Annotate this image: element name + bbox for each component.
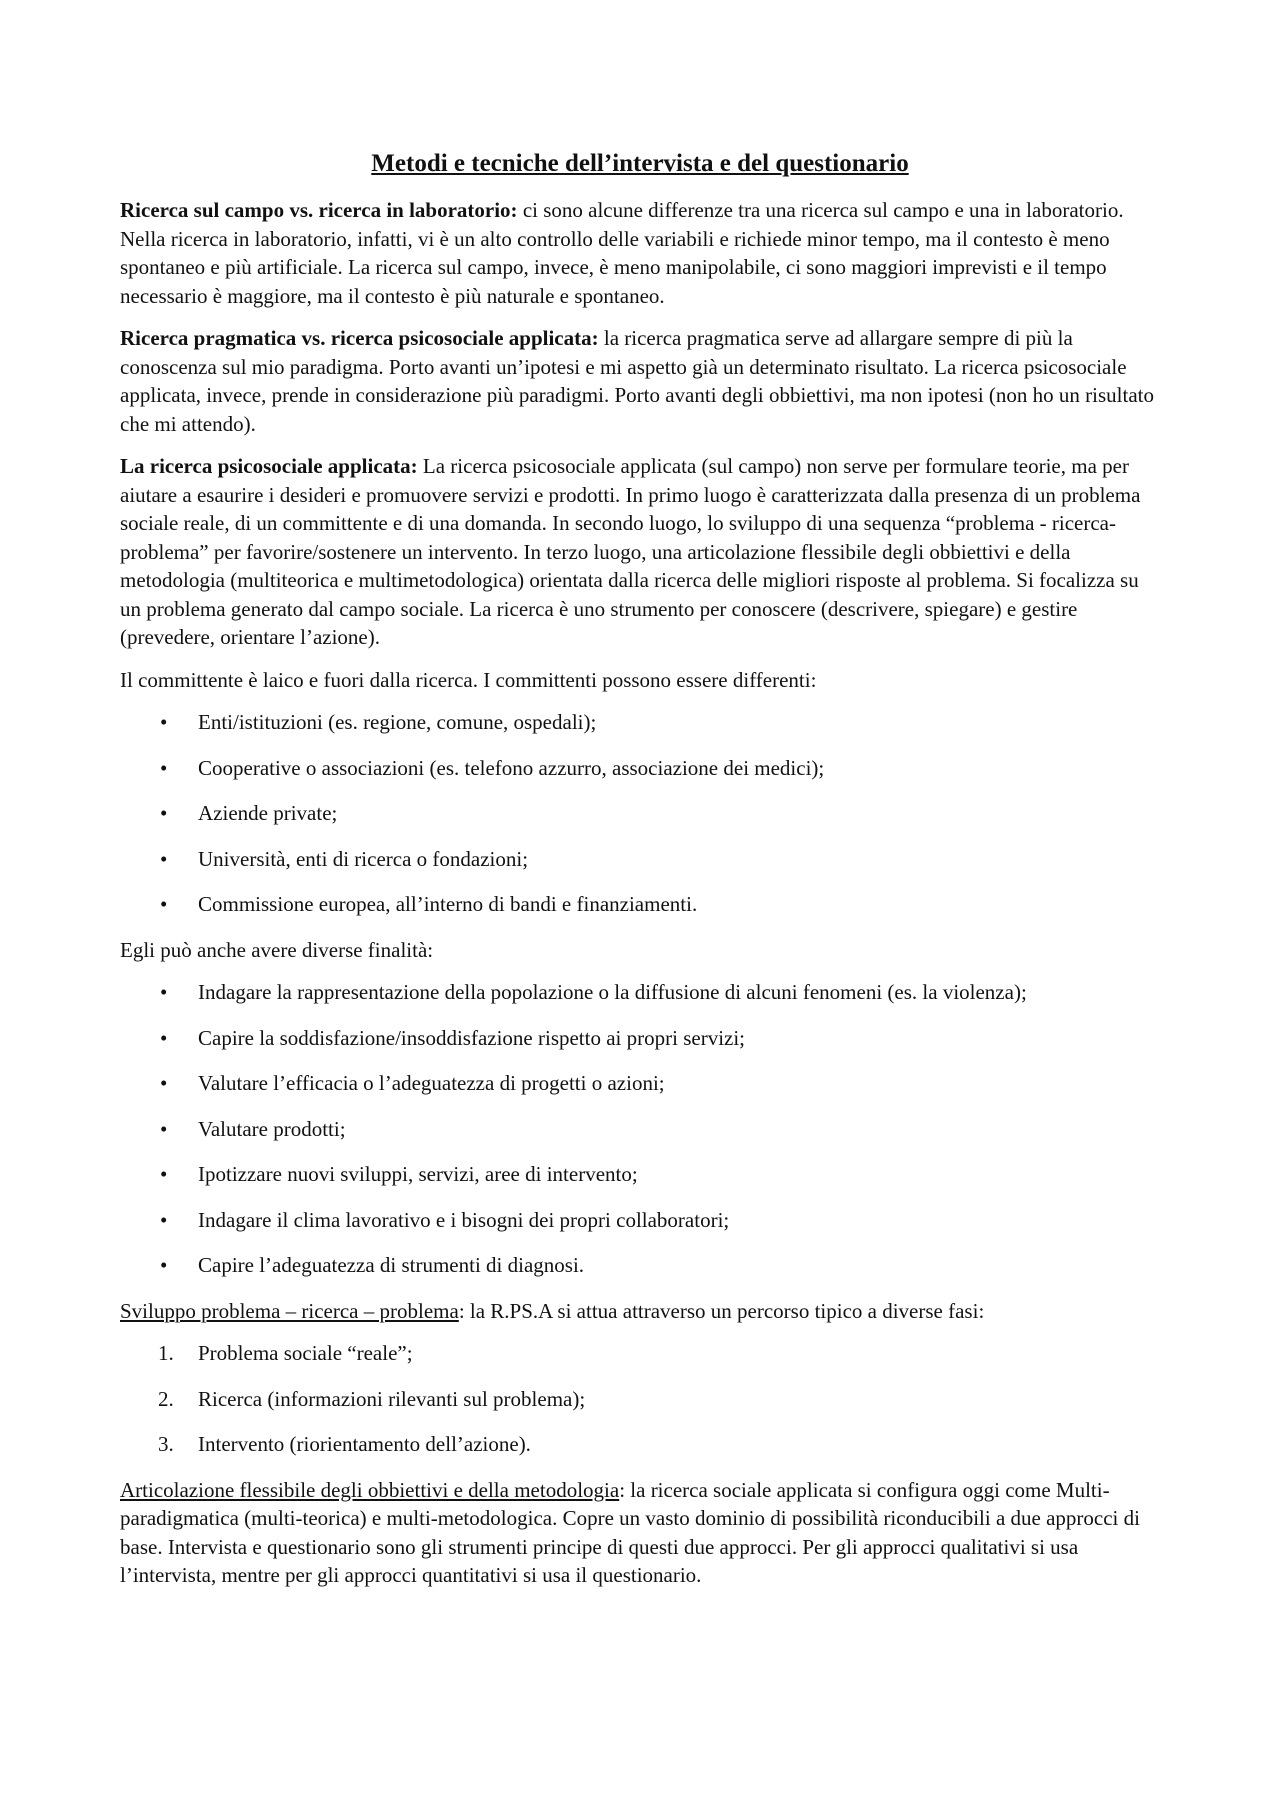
list-item: [120, 1160, 1160, 1189]
list-item: [120, 890, 1160, 919]
paragraph-committente: Il committente è laico e fuori dalla ricerca. I committenti possono essere differenti:: [120, 667, 817, 692]
paragraph-articolazione: [120, 1476, 1160, 1590]
paragraph-lead: La ricerca psicosociale applicata:: [120, 454, 418, 478]
paragraph-lead: Sviluppo problema – ricerca – problema: [120, 1298, 459, 1323]
paragraph-text: La ricerca psicosociale applicata (sul campo) non serve per formulare teorie, ma per aiutare a esaurire i desideri e promuovere servizi e prodotti. In primo luogo è caratterizzata dalla presenza di un problema sociale reale, di un committente e di una domanda. In secondo luogo, lo sviluppo di una sequenza “problema - ricerca-problema” per favorire/sostenere un intervento. In terzo luogo, una articolazione flessibile degli obbiettivi e della metodologia (multiteorica e multimetodologica) orientata dalla ricerca delle migliori risposte al problema. Si focalizza su un problema generato dal campo sociale. La ricerca è uno strumento per conoscere (descrivere, spiegare) e gestire (prevedere, orientare l’azione).: [120, 454, 1141, 649]
paragraph-lead: Ricerca sul campo vs. ricerca in laboratorio:: [120, 198, 518, 222]
bullet-marker: •: [160, 1116, 168, 1141]
list-item-text: Capire l’adeguatezza di strumenti di diagnosi.: [198, 1253, 585, 1277]
bullet-marker: •: [160, 980, 168, 1004]
bullet-marker: •: [160, 1025, 168, 1050]
list-item-text: Intervento (riorientamento dell’azione).: [198, 1432, 531, 1456]
list-item-text: Università, enti di ricerca o fondazioni;: [198, 846, 529, 871]
list-item: [120, 978, 1160, 1007]
list-item: [120, 1251, 1160, 1280]
paragraph-finalita: Egli può anche avere diverse finalità:: [120, 937, 434, 962]
paragraph-lead: Articolazione flessibile degli obbiettivi e della metodologia: [120, 1477, 620, 1502]
bullet-marker: •: [160, 892, 168, 916]
paragraph-applied-research: [120, 452, 1160, 652]
list-item-text: Capire la soddisfazione/insoddisfazione rispetto ai propri servizi;: [198, 1025, 746, 1050]
list-item: [120, 1339, 1160, 1368]
number-marker: 3.: [158, 1432, 174, 1456]
bullet-marker: •: [160, 1071, 168, 1095]
list-item: [120, 754, 1160, 783]
list-item-text: Ricerca (informazioni rilevanti sul problema);: [198, 1386, 586, 1411]
list-item: [120, 845, 1160, 874]
list-finalita: [120, 978, 1160, 1280]
list-item: [120, 1115, 1160, 1144]
list-fasi: [120, 1339, 1160, 1459]
list-item: [120, 1069, 1160, 1098]
list-item-text: Ipotizzare nuovi sviluppi, servizi, aree di intervento;: [198, 1162, 638, 1186]
list-item-text: Aziende private;: [198, 801, 338, 825]
bullet-marker: •: [160, 710, 168, 734]
list-item: [120, 1385, 1160, 1414]
bullet-marker: •: [160, 1253, 168, 1277]
list-item-text: Cooperative o associazioni (es. telefono azzurro, associazione dei medici);: [198, 755, 825, 780]
paragraph-text: la ricerca pragmatica serve ad allargare sempre di più la conoscenza sul mio paradigma. Porto avanti un’ipotesi e mi aspetto già un determinato risultato. La ricerca psicosociale applicata, invece, prende in considerazione più paradigmi. Porto avanti degli obbiettivi, ma non ipotesi (non ho un risultato che mi attendo).: [120, 326, 1154, 436]
bullet-marker: •: [160, 1162, 168, 1186]
paragraph-field-vs-lab: [120, 196, 1160, 310]
bullet-marker: •: [160, 755, 168, 780]
paragraph-text: ci sono alcune differenze tra una ricerca sul campo e una in laboratorio. Nella ricerca in laboratorio, infatti, vi è un alto controllo delle variabili e richiede minor tempo, ma il contesto è meno spontaneo e più artificiale. La ricerca sul campo, invece, è meno manipolabile, ci sono maggiori imprevisti e il tempo necessario è maggiore, ma il contesto è più naturale e spontaneo.: [120, 198, 1124, 308]
list-item-text: Commissione europea, all’interno di bandi e finanziamenti.: [198, 892, 698, 916]
list-item-text: Valutare l’efficacia o l’adeguatezza di progetti o azioni;: [198, 1071, 665, 1095]
number-marker: 2.: [158, 1386, 174, 1411]
number-marker: 1.: [158, 1341, 174, 1365]
paragraph-text: : la ricerca sociale applicata si configura oggi come Multi-paradigmatica (multi-teorica) e multi-metodologica. Copre un vasto dominio di possibilità riconducibili a due approcci di base. Intervista e questionario sono gli strumenti principe di questi due approcci. Per gli approcci qualitativi si usa l’intervista, mentre per gli approcci quantitativi si usa il questionario.: [120, 1477, 1140, 1587]
paragraph-text: : la R.PS.A si attua attraverso un percorso tipico a diverse fasi:: [458, 1298, 985, 1323]
page-title: Metodi e tecniche dell’intervista e del questionario: [371, 150, 909, 177]
bullet-marker: •: [160, 801, 168, 825]
paragraph-lead: Ricerca pragmatica vs. ricerca psicosociale applicata:: [120, 326, 599, 350]
bullet-marker: •: [160, 1207, 168, 1232]
list-item-text: Valutare prodotti;: [198, 1116, 346, 1141]
list-committenti: [120, 708, 1160, 919]
list-item-text: Indagare il clima lavorativo e i bisogni dei propri collaboratori;: [198, 1207, 730, 1232]
bullet-marker: •: [160, 846, 168, 871]
list-item-text: Indagare la rappresentazione della popolazione o la diffusione di alcuni fenomeni (es. la violenza);: [198, 980, 1027, 1004]
paragraph-pragmatic-vs-applied: [120, 324, 1160, 438]
list-item: [120, 708, 1160, 737]
list-item-text: Enti/istituzioni (es. regione, comune, ospedali);: [198, 710, 597, 734]
list-item: [120, 799, 1160, 828]
list-item: [120, 1206, 1160, 1235]
list-item: [120, 1430, 1160, 1459]
list-item: [120, 1024, 1160, 1053]
paragraph-sviluppo: [120, 1297, 1160, 1326]
list-item-text: Problema sociale “reale”;: [198, 1341, 413, 1365]
